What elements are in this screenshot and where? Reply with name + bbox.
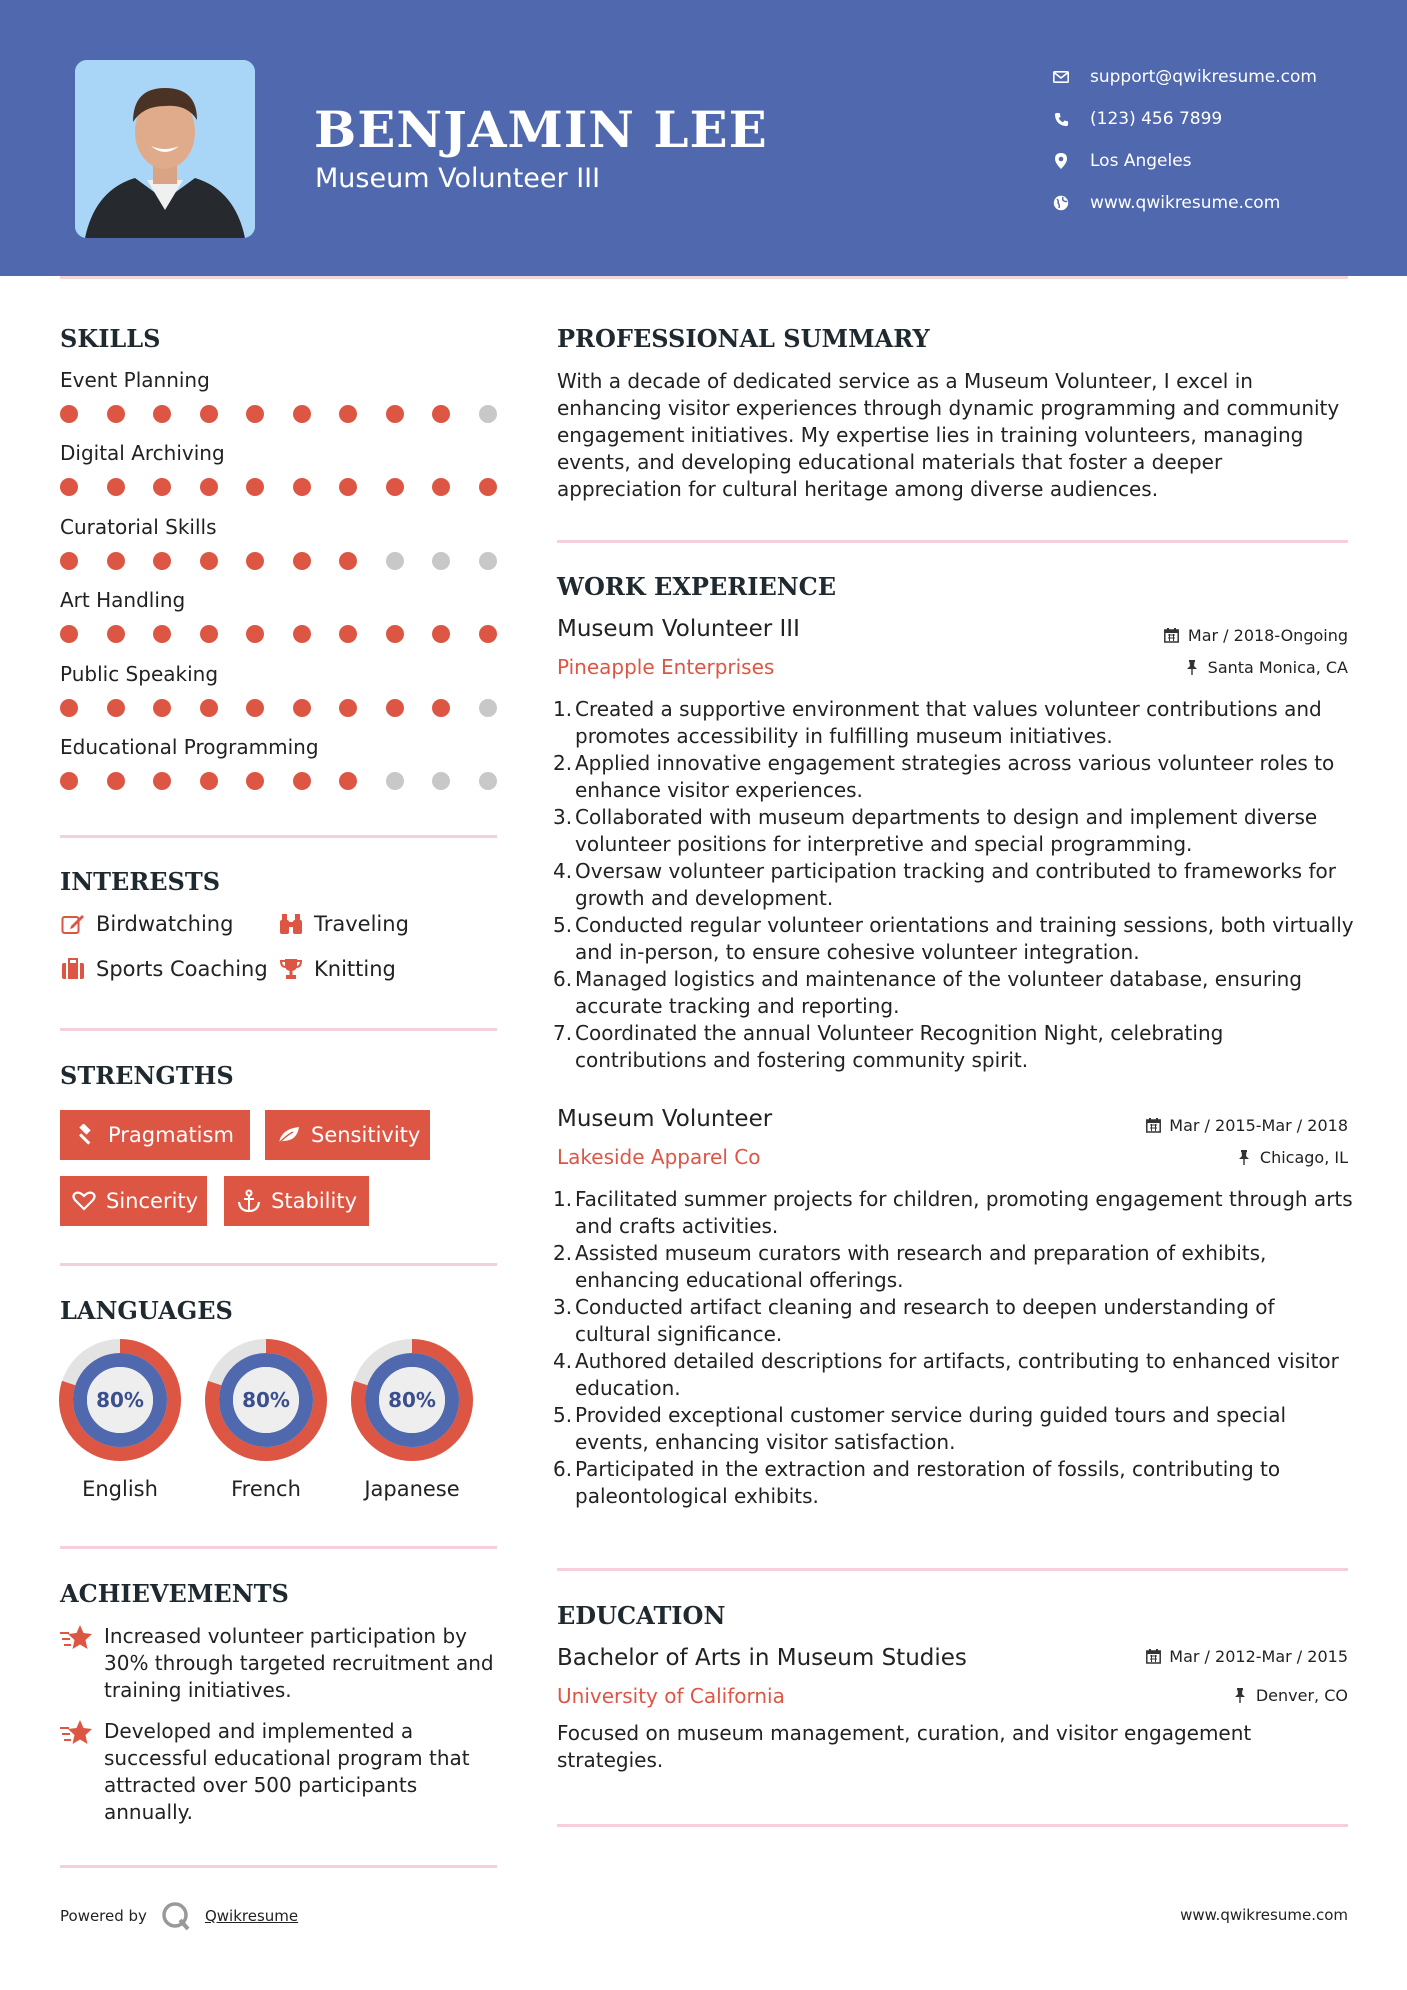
rating-dot-empty <box>432 772 450 790</box>
strength-tag <box>224 1176 369 1226</box>
star-icon <box>60 1718 94 1748</box>
rating-dot-filled <box>432 405 450 423</box>
language-percent: 80% <box>96 1388 144 1412</box>
job-bullet: 1. Created a supportive environment that values volunteer contributions and promotes accessibility in fulfilling museum initiatives. <box>553 697 1322 748</box>
header-banner <box>0 0 1407 276</box>
contact-location-text: Los Angeles <box>1090 151 1192 171</box>
map-pin-icon <box>1050 150 1072 172</box>
rating-dot-filled <box>293 552 311 570</box>
skill-rating <box>60 772 525 790</box>
job-title: Museum Volunteer III <box>557 616 800 642</box>
rating-dot-filled <box>153 552 171 570</box>
job-bullets <box>553 1186 1355 1510</box>
binoculars-icon <box>278 911 304 937</box>
achievement-item <box>60 1623 500 1704</box>
edit-icon <box>60 911 86 937</box>
rating-dot-empty <box>432 552 450 570</box>
job-bullet: 5. Provided exceptional customer service during guided tours and special events, enhancing visitor satisfaction. <box>553 1403 1287 1454</box>
contact-phone[interactable] <box>1050 98 1317 140</box>
summary-text: With a decade of dedicated service as a Museum Volunteer, I excel in enhancing visitor experiences through dynamic programming and community engagement initiatives. My expertise lies in training volunteers, managing events, and developing educational materials that foster a deeper appreciation for cultural heritage among diverse audiences. <box>557 369 1340 501</box>
education-degree: Bachelor of Arts in Museum Studies <box>557 1645 967 1671</box>
envelope-icon <box>1050 66 1072 88</box>
rating-dot-filled <box>153 699 171 717</box>
job-title: Museum Volunteer <box>557 1106 773 1132</box>
footer-website[interactable]: www.qwikresume.com <box>1180 1906 1348 1924</box>
rating-dot-filled <box>107 405 125 423</box>
qwikresume-link[interactable]: Qwikresume <box>204 1907 299 1925</box>
rating-dot-filled <box>432 625 450 643</box>
interest-item <box>60 911 233 937</box>
job-location-text: Chicago, IL <box>1259 1148 1348 1167</box>
profile-photo <box>75 60 255 238</box>
job-date <box>1145 1116 1348 1135</box>
rating-dot-filled <box>60 552 78 570</box>
rating-dot-filled <box>293 772 311 790</box>
skill-rating <box>60 552 525 570</box>
rating-dot-filled <box>153 405 171 423</box>
strengths-title: STRENGTHS <box>60 1061 234 1090</box>
achievement-text: Increased volunteer participation by 30% through targeted recruitment and training initiatives. <box>104 1624 494 1702</box>
rating-dot-filled <box>153 478 171 496</box>
interest-item <box>60 956 268 982</box>
skill-rating <box>60 405 525 423</box>
strength-tag <box>265 1110 430 1160</box>
job-bullets <box>553 696 1355 1074</box>
achievements-title: ACHIEVEMENTS <box>60 1579 289 1608</box>
section-divider <box>60 1546 497 1549</box>
language-item <box>351 1339 473 1501</box>
rating-dot-filled <box>60 772 78 790</box>
education-text: Focused on museum management, curation, and visitor engagement strategies. <box>557 1721 1252 1772</box>
rating-dot-filled <box>246 478 264 496</box>
language-percent: 80% <box>242 1388 290 1412</box>
skill-name: Public Speaking <box>60 662 219 686</box>
briefcase-icon <box>60 956 86 982</box>
rating-dot-filled <box>60 478 78 496</box>
language-item <box>205 1339 327 1501</box>
skill-name: Art Handling <box>60 588 186 612</box>
strength-tag <box>60 1110 250 1160</box>
interest-label: Sports Coaching <box>96 957 268 981</box>
education-school: University of California <box>557 1684 785 1708</box>
rating-dot-filled <box>200 552 218 570</box>
education-title: EDUCATION <box>557 1601 726 1630</box>
education-location <box>1232 1686 1348 1705</box>
contact-location <box>1050 140 1317 182</box>
summary-title: PROFESSIONAL SUMMARY <box>557 324 930 353</box>
rating-dot-filled <box>246 772 264 790</box>
calendar-icon <box>1145 1118 1161 1134</box>
rating-dot-filled <box>479 625 497 643</box>
rating-dot-filled <box>200 772 218 790</box>
section-divider <box>557 1824 1348 1827</box>
rating-dot-filled <box>339 699 357 717</box>
contact-list <box>1050 56 1317 224</box>
job-company: Pineapple Enterprises <box>557 655 775 679</box>
section-divider <box>557 1568 1348 1571</box>
pushpin-icon <box>1184 660 1200 676</box>
interest-item <box>278 956 396 982</box>
job-bullet: 4. Oversaw volunteer participation tracking and contributed to frameworks for growth and development. <box>553 859 1336 910</box>
footer-powered <box>60 1900 298 1932</box>
rating-dot-filled <box>246 405 264 423</box>
contact-website-text: www.qwikresume.com <box>1090 193 1281 213</box>
contact-phone-text: (123) 456 7899 <box>1090 109 1223 129</box>
interest-item <box>278 911 409 937</box>
leaf-icon <box>277 1122 301 1148</box>
job-bullet: 2. Applied innovative engagement strategies across various volunteer roles to enhance visitor experiences. <box>553 751 1335 802</box>
skill-rating <box>60 625 525 643</box>
job-date <box>1164 626 1348 645</box>
rating-dot-empty <box>479 552 497 570</box>
rating-dot-empty <box>479 772 497 790</box>
skill-name: Event Planning <box>60 368 210 392</box>
rating-dot-filled <box>386 405 404 423</box>
rating-dot-filled <box>293 405 311 423</box>
pushpin-icon <box>1236 1150 1252 1166</box>
header-divider <box>60 276 1348 279</box>
rating-dot-filled <box>107 478 125 496</box>
job-bullet: 6. Managed logistics and maintenance of the volunteer database, ensuring accurate tracking and reporting. <box>553 967 1302 1018</box>
rating-dot-filled <box>60 405 78 423</box>
star-icon <box>60 1623 94 1653</box>
powered-by-text: Powered by <box>60 1907 147 1925</box>
rating-dot-filled <box>246 699 264 717</box>
qwikresume-logo-icon <box>161 1900 193 1932</box>
languages-title: LANGUAGES <box>60 1296 233 1325</box>
rating-dot-filled <box>246 625 264 643</box>
rating-dot-filled <box>60 699 78 717</box>
skill-name: Digital Archiving <box>60 441 225 465</box>
rating-dot-filled <box>200 405 218 423</box>
rating-dot-filled <box>107 699 125 717</box>
rating-dot-filled <box>107 772 125 790</box>
job-bullet: 3. Conducted artifact cleaning and research to deepen understanding of cultural significance. <box>553 1295 1275 1346</box>
rating-dot-filled <box>107 552 125 570</box>
interest-label: Knitting <box>314 957 396 981</box>
rating-dot-filled <box>107 625 125 643</box>
skill-rating <box>60 478 525 496</box>
education-location-text: Denver, CO <box>1255 1686 1348 1705</box>
rating-dot-filled <box>293 625 311 643</box>
calendar-icon <box>1145 1649 1161 1665</box>
rating-dot-filled <box>339 772 357 790</box>
job-bullet: 2. Assisted museum curators with research and preparation of exhibits, enhancing educational offerings. <box>553 1241 1267 1292</box>
job-bullet: 4. Authored detailed descriptions for artifacts, contributing to enhanced visitor education. <box>553 1349 1339 1400</box>
candidate-role: Museum Volunteer III <box>315 163 601 194</box>
rating-dot-filled <box>339 552 357 570</box>
language-label: Japanese <box>364 1477 460 1501</box>
section-divider <box>60 835 497 838</box>
rating-dot-filled <box>386 625 404 643</box>
job-bullet: 3. Collaborated with museum departments to design and implement diverse volunteer positions for interpretive and special programming. <box>553 805 1318 856</box>
rating-dot-filled <box>432 478 450 496</box>
rating-dot-filled <box>293 699 311 717</box>
rating-dot-filled <box>479 478 497 496</box>
education-date <box>1145 1647 1348 1666</box>
job-date-text: Mar / 2015-Mar / 2018 <box>1169 1116 1348 1135</box>
skill-name: Curatorial Skills <box>60 515 217 539</box>
language-label: English <box>82 1477 158 1501</box>
job-bullet: 1. Facilitated summer projects for children, promoting engagement through arts and crafts activities. <box>553 1187 1353 1238</box>
strength-label: Sensitivity <box>311 1123 421 1147</box>
achievement-text: Developed and implemented a successful educational program that attracted over 500 participants annually. <box>104 1719 470 1824</box>
strength-label: Sincerity <box>106 1189 199 1213</box>
job-date-text: Mar / 2018-Ongoing <box>1187 626 1348 645</box>
job-company: Lakeside Apparel Co <box>557 1145 761 1169</box>
section-divider <box>60 1865 497 1868</box>
skill-rating <box>60 699 525 717</box>
job-bullet: 6. Participated in the extraction and restoration of fossils, contributing to paleontological exhibits. <box>553 1457 1281 1508</box>
strength-label: Stability <box>271 1189 357 1213</box>
anchor-icon <box>236 1188 261 1214</box>
strength-label: Pragmatism <box>108 1123 234 1147</box>
rating-dot-filled <box>200 699 218 717</box>
rating-dot-filled <box>386 478 404 496</box>
skill-name: Educational Programming <box>60 735 319 759</box>
interests-title: INTERESTS <box>60 867 221 896</box>
language-percent: 80% <box>388 1388 436 1412</box>
rating-dot-filled <box>432 699 450 717</box>
globe-icon <box>1050 192 1072 214</box>
contact-website[interactable] <box>1050 182 1317 224</box>
rating-dot-filled <box>339 478 357 496</box>
job-location <box>1236 1148 1348 1167</box>
rating-dot-filled <box>246 552 264 570</box>
rating-dot-filled <box>293 478 311 496</box>
trophy-icon <box>278 956 304 982</box>
gavel-icon <box>72 1122 98 1148</box>
skills-title: SKILLS <box>60 324 161 353</box>
language-label: French <box>231 1477 301 1501</box>
job-bullet: 5. Conducted regular volunteer orientations and training sessions, both virtually and in-person, to ensure cohesive volunteer integration. <box>553 913 1354 964</box>
calendar-icon <box>1164 628 1180 644</box>
phone-icon <box>1050 108 1072 130</box>
section-divider <box>557 540 1348 543</box>
language-item <box>59 1339 181 1501</box>
achievement-item <box>60 1718 500 1826</box>
experience-title: WORK EXPERIENCE <box>557 572 837 601</box>
interest-label: Birdwatching <box>96 912 234 936</box>
rating-dot-filled <box>200 478 218 496</box>
candidate-name: BENJAMIN LEE <box>314 100 768 159</box>
pushpin-icon <box>1232 1688 1248 1704</box>
education-date-text: Mar / 2012-Mar / 2015 <box>1169 1647 1348 1666</box>
rating-dot-filled <box>60 625 78 643</box>
strength-tag <box>60 1176 207 1226</box>
contact-email[interactable] <box>1050 56 1317 98</box>
rating-dot-empty <box>479 405 497 423</box>
interest-label: Traveling <box>314 912 409 936</box>
rating-dot-filled <box>200 625 218 643</box>
rating-dot-filled <box>386 699 404 717</box>
section-divider <box>60 1263 497 1266</box>
rating-dot-filled <box>153 772 171 790</box>
rating-dot-filled <box>153 625 171 643</box>
rating-dot-filled <box>339 405 357 423</box>
rating-dot-filled <box>339 625 357 643</box>
job-location-text: Santa Monica, CA <box>1207 658 1348 677</box>
rating-dot-empty <box>386 552 404 570</box>
job-bullet: 7. Coordinated the annual Volunteer Recognition Night, celebrating contributions and fostering community spirit. <box>553 1021 1224 1072</box>
job-location <box>1184 658 1348 677</box>
heart-icon <box>72 1188 96 1214</box>
rating-dot-empty <box>386 772 404 790</box>
section-divider <box>60 1028 497 1031</box>
contact-email-text: support@qwikresume.com <box>1090 67 1317 87</box>
rating-dot-empty <box>479 699 497 717</box>
